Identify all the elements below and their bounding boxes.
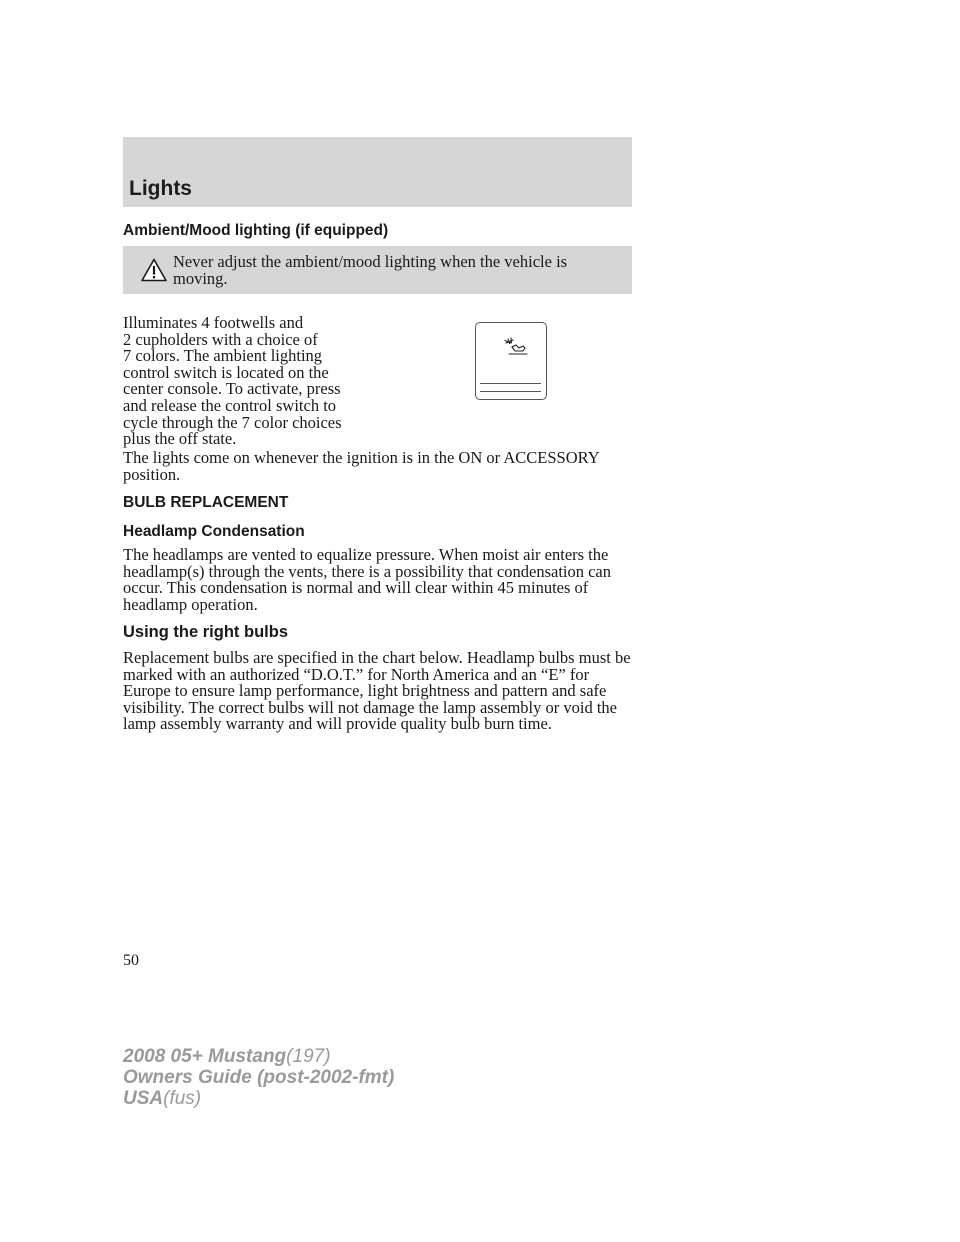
ambient-line: and release the control switch to <box>123 395 337 415</box>
footer-market: USA <box>123 1088 164 1109</box>
warning-triangle-icon <box>141 258 167 282</box>
headlamp-condensation-heading: Headlamp Condensation <box>123 523 305 540</box>
ambient-line: center console. To activate, press <box>123 379 341 399</box>
right-bulbs-text: Replacement bulbs are specified in the chart below. Headlamp bulbs must be marked with an authorized “D.O.T.” for North America and an “E” for Europe to ensure lamp performance, light brightness and pattern and safe visibility. The correct bulbs will not damage the lamp assembly or void the lamp assembly warranty and will provide quality bulb burn time. <box>123 648 631 734</box>
ambient-line: plus the off state. <box>123 429 237 449</box>
ambient-lighting-icon <box>503 337 529 357</box>
ambient-line: 2 cupholders with a choice of <box>123 329 318 349</box>
ambient-line: 7 colors. The ambient lighting <box>123 346 323 366</box>
ambient-line: control switch is located on the <box>123 362 329 382</box>
ambient-description <box>123 315 373 448</box>
section-header <box>123 137 632 207</box>
footer-page-code: (197) <box>286 1046 331 1067</box>
page-number: 50 <box>123 952 139 969</box>
ambient-line: Illuminates 4 footwells and <box>123 313 304 332</box>
condensation-text: The headlamps are vented to equalize pressure. When moist air enters the headlamp(s) through the vents, there is a possibility that condensation can occur. This condensation is normal and will clear within 45 minutes of headlamp operation. <box>123 545 612 614</box>
warning-box <box>123 246 632 294</box>
ambient-heading: Ambient/Mood lighting (if equipped) <box>123 222 389 239</box>
warning-text: Never adjust the ambient/mood lighting when the vehicle is moving. <box>173 252 568 288</box>
document-footer <box>123 1046 394 1109</box>
ambient-control-switch <box>475 322 547 400</box>
ignition-note: The lights come on whenever the ignition is in the ON or ACCESSORY position. <box>123 448 600 484</box>
footer-guide-format: Owners Guide (post-2002-fmt) <box>123 1067 395 1088</box>
switch-strip <box>480 383 541 392</box>
footer-model: 2008 05+ Mustang <box>123 1046 287 1067</box>
bulb-replacement-heading: BULB REPLACEMENT <box>123 494 289 511</box>
section-title: Lights <box>129 177 192 200</box>
ambient-line: cycle through the 7 color choices <box>123 412 342 432</box>
footer-market-code: (fus) <box>163 1088 202 1109</box>
right-bulbs-heading: Using the right bulbs <box>123 623 288 641</box>
